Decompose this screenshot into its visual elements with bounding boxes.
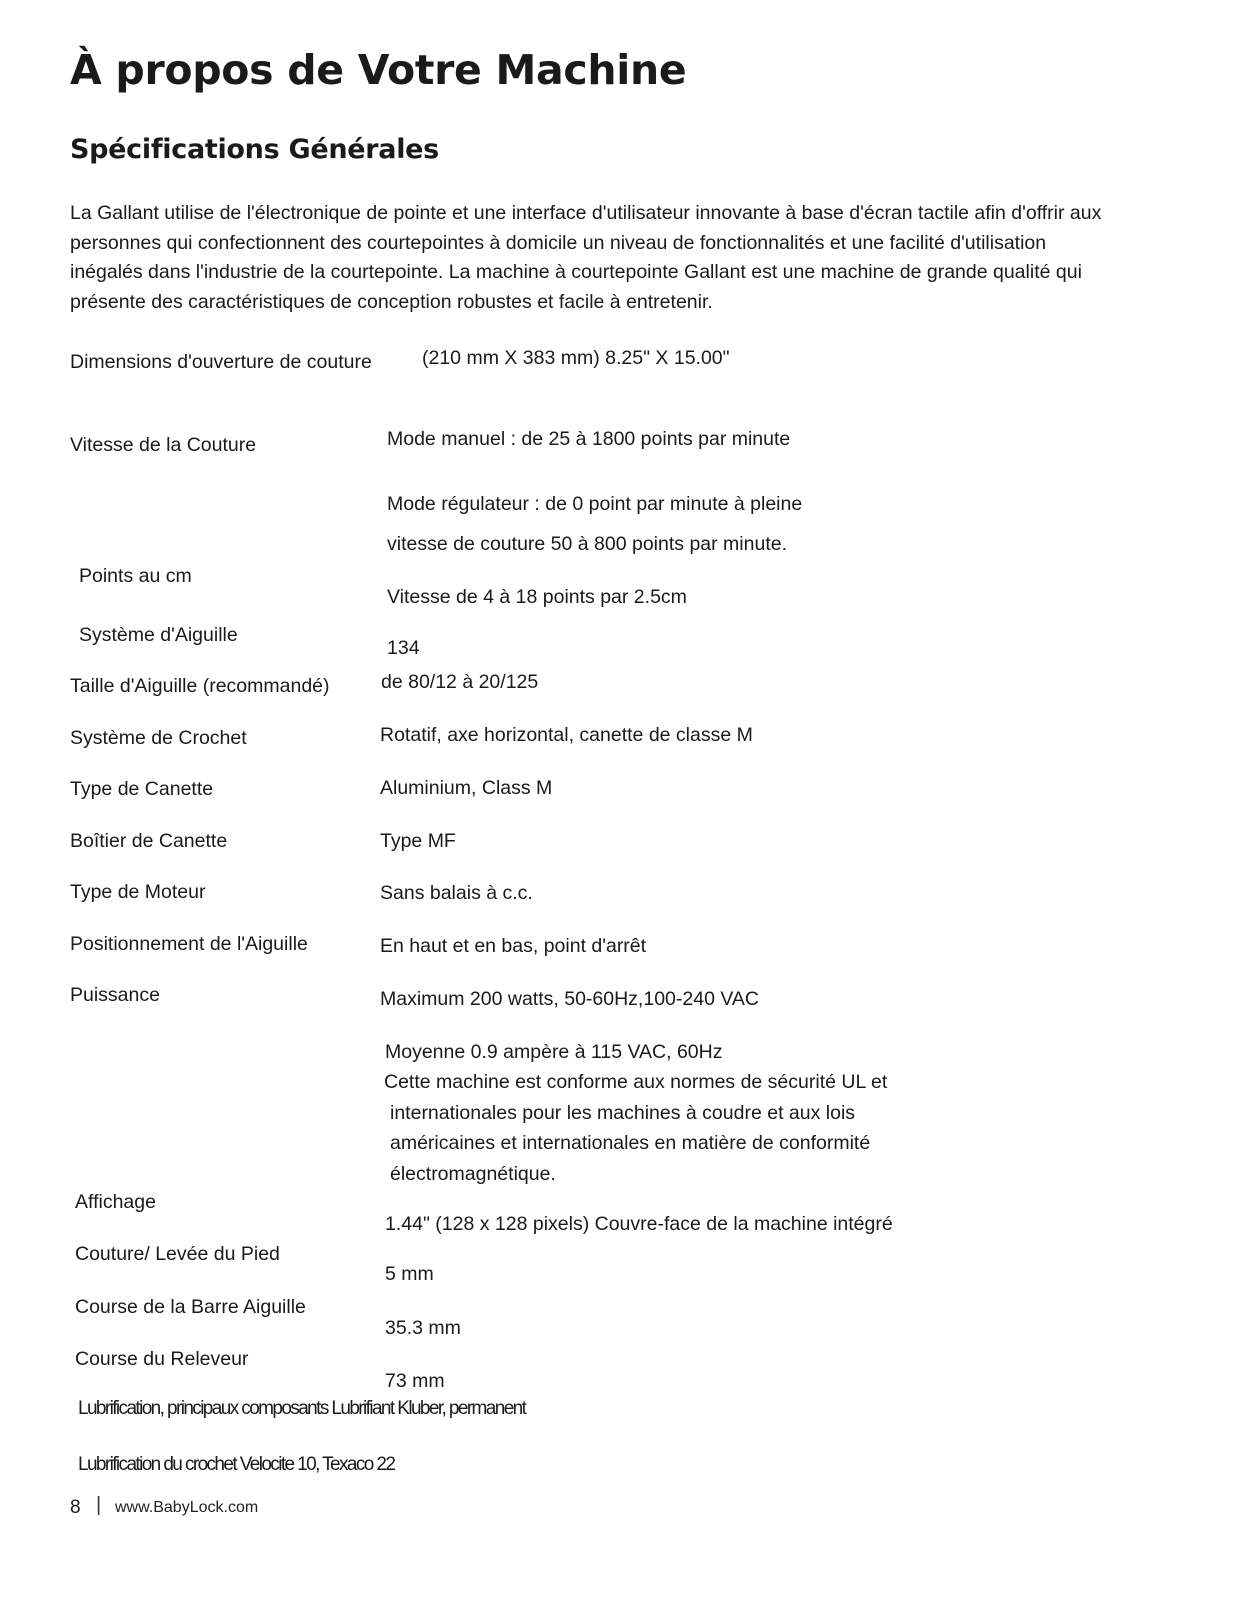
spec-label-speed: Vitesse de la Couture (70, 434, 257, 456)
opening-value: (210 mm X 383 mm) 8.25" X 15.00" (422, 347, 730, 369)
spec-value-bobbin-type: Aluminium, Class M (380, 777, 553, 799)
spec-label-needle-size: Taille d'Aiguille (recommandé) (70, 675, 330, 697)
lubrication-hook: Lubrification du crochet Velocite 10, Texaco 22 (78, 1454, 395, 1475)
spec-value-power-compliance-3: américaines et internationales en matière de conformité (390, 1132, 871, 1154)
spec-label-stitches: Points au cm (79, 565, 192, 587)
spec-label-needle-position: Positionnement de l'Aiguille (70, 933, 308, 955)
page-title: À propos de Votre Machine (70, 46, 687, 94)
spec-value-bobbin-case: Type MF (380, 830, 456, 852)
section-title: Spécifications Générales (70, 134, 439, 165)
opening-label: Dimensions d'ouverture de couture (70, 351, 372, 373)
spec-value-speed-regulator-2: vitesse de couture 50 à 800 points par minute. (387, 533, 787, 555)
footer-url: www.BabyLock.com (115, 1499, 259, 1516)
spec-label-takeup: Course du Releveur (75, 1348, 249, 1370)
spec-label-needle-system: Système d'Aiguille (79, 624, 238, 646)
spec-label-needle-bar: Course de la Barre Aiguille (75, 1296, 306, 1318)
spec-value-stitches: Vitesse de 4 à 18 points par 2.5cm (387, 586, 687, 608)
spec-label-motor-type: Type de Moteur (70, 881, 206, 903)
page-number: 8 (70, 1497, 81, 1518)
lubrication-main: Lubrification, principaux composants Lubrifiant Kluber, permanent (78, 1398, 526, 1419)
spec-value-foot-lift: 5 mm (385, 1263, 434, 1285)
spec-value-needle-size: de 80/12 à 20/125 (381, 671, 539, 693)
spec-label-display: Affichage (75, 1191, 156, 1213)
spec-value-needle-system: 134 (387, 637, 420, 659)
spec-value-power-compliance-2: internationales pour les machines à coudre et aux lois (390, 1102, 856, 1124)
spec-value-hook-system: Rotatif, axe horizontal, canette de classe M (380, 724, 753, 746)
intro-paragraph: La Gallant utilise de l'électronique de pointe et une interface d'utilisateur innovante à base d'écran tactile afin d'offrir aux personnes qui confectionnent des courtepointes à domicile un niveau de fonctionnalités et une facilité d'utilisation inégalés dans l'industrie de la courtepointe. La machine à courtepointe Gallant est une machine de grande qualité qui présente des caractéristiques de conception robustes et facile à entretenir. (70, 202, 1102, 313)
spec-value-display: 1.44" (128 x 128 pixels) Couvre-face de la machine intégré (385, 1213, 893, 1235)
spec-value-needle-position: En haut et en bas, point d'arrêt (380, 935, 647, 957)
spec-value-power-max: Maximum 200 watts, 50-60Hz,100-240 VAC (380, 988, 759, 1010)
spec-value-speed-regulator-1: Mode régulateur : de 0 point par minute à pleine (387, 493, 803, 515)
spec-value-power-compliance-4: électromagnétique. (390, 1163, 556, 1185)
spec-label-bobbin-case: Boîtier de Canette (70, 830, 228, 852)
spec-value-power-compliance-1: Cette machine est conforme aux normes de sécurité UL et (384, 1071, 888, 1093)
spec-value-speed-manual: Mode manuel : de 25 à 1800 points par minute (387, 428, 791, 450)
spec-label-hook-system: Système de Crochet (70, 727, 247, 749)
spec-value-motor-type: Sans balais à c.c. (380, 882, 533, 904)
spec-value-takeup: 73 mm (385, 1370, 445, 1392)
spec-value-needle-bar: 35.3 mm (385, 1317, 461, 1339)
spec-label-foot-lift: Couture/ Levée du Pied (75, 1243, 280, 1265)
spec-label-power: Puissance (70, 984, 160, 1006)
spec-value-power-average: Moyenne 0.9 ampère à 115 VAC, 60Hz (385, 1041, 723, 1063)
spec-label-bobbin-type: Type de Canette (70, 778, 214, 800)
footer-separator: | (96, 1494, 102, 1516)
